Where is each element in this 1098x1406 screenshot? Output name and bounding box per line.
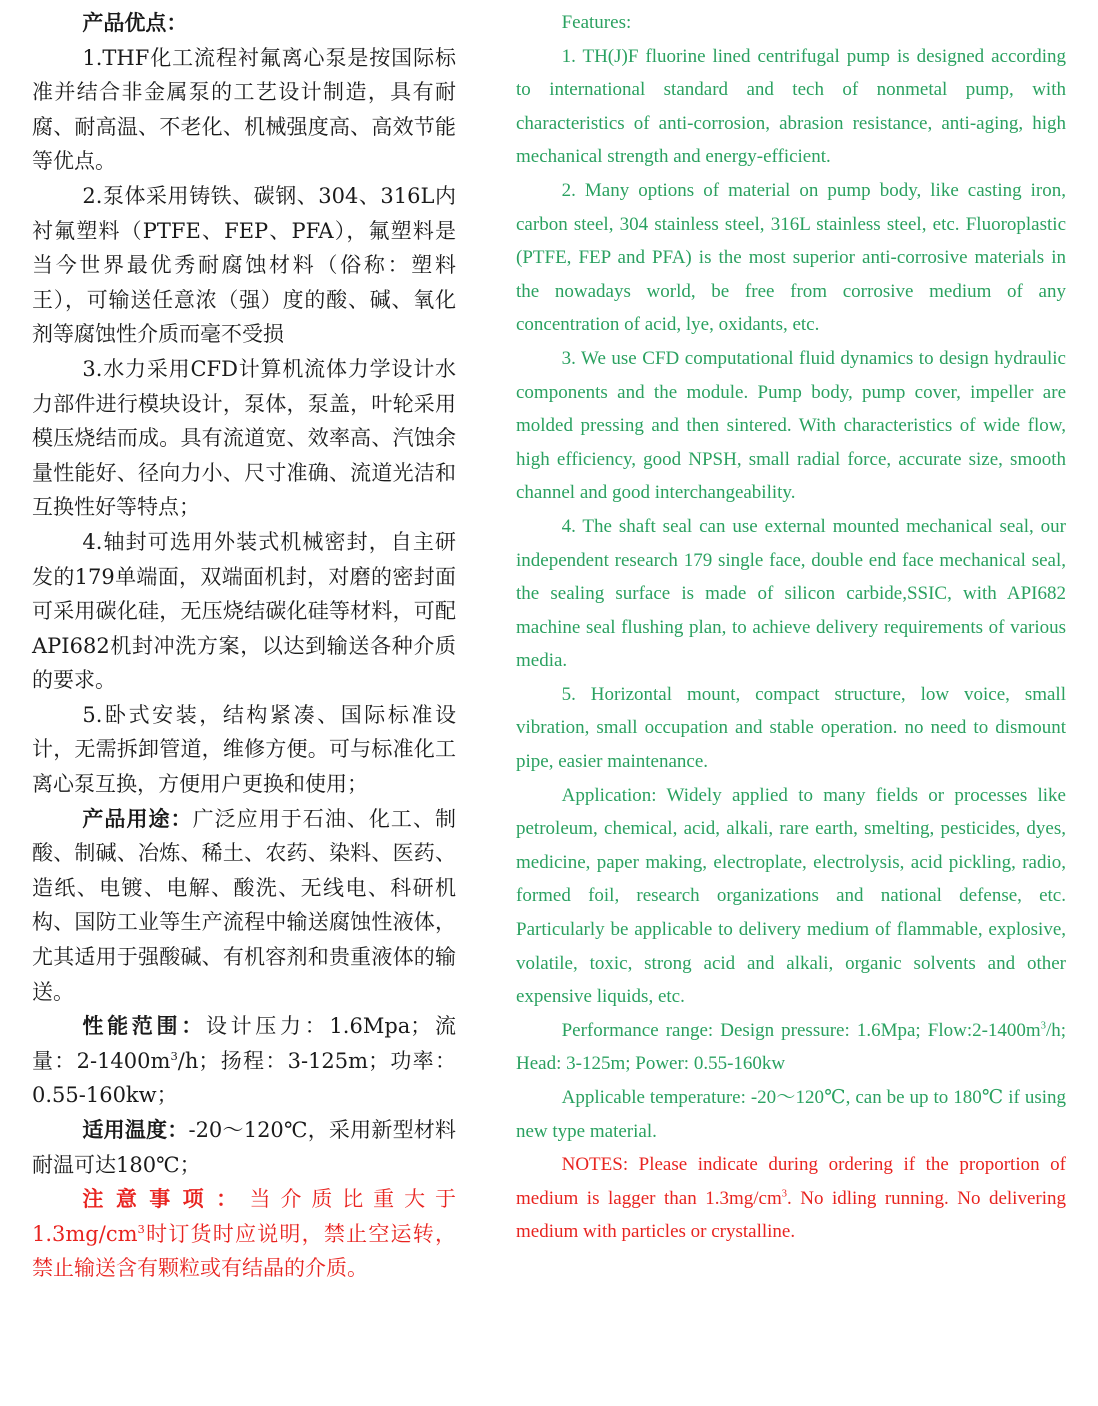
chinese-usage-label: 产品用途： — [82, 805, 193, 831]
chinese-paragraph-2: 2.泵体采用铸铁、碳钢、304、316L内衬氟塑料（PTFE、FEP、PFA），氟塑料是当今世界最优秀耐腐蚀材料（俗称：塑料王），可输送任意浓（强）度的酸、碱、氧化剂等腐蚀性介质而毫不受损 — [32, 183, 456, 347]
english-performance-text-1: Performance range: Design pressure: 1.6Mpa; Flow:2-1400m — [561, 1019, 1041, 1041]
english-notes-text-1: NOTES: Please indicate during ordering if the proportion of medium is lagger than 1.3mg/cm — [516, 1154, 1066, 1209]
english-paragraph-1: 1. TH(J)F fluorine lined centrifugal pump is designed according to international standard and tech of nonmetal pump, with characteristics of anti-corrosion, abrasion resistance, anti-aging, high mechanical strength and energy-efficient. — [516, 45, 1066, 168]
english-paragraph-2: 2. Many options of material on pump body, like casting iron, carbon steel, 304 stainless steel, 316L stainless steel, etc. Fluoroplastic (PTFE, FEP and PFA) is the most superior anti-corrosive materials in the nowadays world, be free from corrosive medium of any concentration of acid, lye, oxidants, etc. — [516, 179, 1066, 336]
chinese-paragraph-4: 4.轴封可选用外装式机械密封，自主研发的179单端面，双端面机封，对磨的密封面可采用碳化硅，无压烧结碳化硅等材料，可配API682机封冲洗方案，以达到输送各种介质的要求。 — [32, 529, 456, 693]
chinese-performance-text-1: 设计压力：1.6Mpa；流量：2-1400m — [32, 1014, 456, 1073]
chinese-performance-sup: 3 — [170, 1048, 178, 1063]
english-heading: Features: — [561, 12, 632, 33]
english-notes — [516, 1148, 1066, 1249]
english-performance — [516, 1014, 1066, 1081]
chinese-temperature-text: -20～120℃，采用新型材料耐温可达180℃； — [32, 1118, 456, 1177]
english-paragraph-4: 4. The shaft seal can use external mounted mechanical seal, our independent research 179 single face, double end face mechanical seal, the sealing surface is made of silicon carbide,SSIC, with API682 machine seal flushing plan, to achieve delivery requirements of various media. — [516, 515, 1066, 672]
chinese-performance-label: 性能范围： — [82, 1013, 206, 1039]
chinese-performance-text-2: /h；扬程：3-125m；功率：0.55-160kw； — [32, 1048, 456, 1108]
english-notes-sup: 3 — [781, 1188, 787, 1200]
english-column — [516, 6, 1066, 1249]
chinese-notes-text-1: 当介质比重大于1.3mg/cm — [32, 1187, 457, 1246]
english-notes-text-2: . No idling running. No delivering medium with particles or crystalline. — [516, 1187, 1066, 1243]
chinese-paragraph-3: 3.水力采用CFD计算机流体力学设计水力部件进行模块设计，泵体，泵盖，叶轮采用模压烧结而成。具有流道宽、效率高、汽蚀余量性能好、径向力小、尺寸准确、流道光洁和互换性好等特点； — [32, 356, 456, 520]
chinese-notes-label: 注意事项： — [82, 1186, 250, 1212]
chinese-usage-text: 广泛应用于石油、化工、制酸、制碱、冶炼、稀土、农药、染料、医药、造纸、电镀、电解、酸洗、无线电、科研机构、国防工业等生产流程中输送腐蚀性液体，尤其适用于强酸碱、有机容剂和贵重液体的输送。 — [32, 806, 457, 1004]
chinese-notes-text-2: 时订货时应说明，禁止空运转，禁止输送含有颗粒或有结晶的介质。 — [32, 1221, 456, 1281]
chinese-notes-sup: 3 — [137, 1221, 145, 1236]
chinese-temperature-label: 适用温度： — [82, 1117, 189, 1142]
english-paragraph-5: 5. Horizontal mount, compact structure, low voice, small vibration, small occupation and stable operation. no need to dismount pipe, easier maintenance. — [516, 683, 1066, 773]
chinese-notes — [32, 1182, 456, 1286]
chinese-paragraph-1: 1.THF化工流程衬氟离心泵是按国际标准并结合非金属泵的工艺设计制造，具有耐腐、耐高温、不老化、机械强度高、高效节能等优点。 — [32, 45, 456, 174]
english-performance-sup: 3 — [1040, 1020, 1046, 1032]
english-performance-text-2: /h; Head: 3-125m; Power: 0.55-160kw — [516, 1019, 1066, 1075]
chinese-usage — [32, 802, 456, 1010]
english-paragraph-3: 3. We use CFD computational fluid dynamics to design hydraulic components and the module. Pump body, pump cover, impeller are molded pressing and then sintered. With characteristics of wide flow, high efficiency, good NPSH, small radial force, accurate size, smooth channel and good interchangeability. — [516, 347, 1066, 504]
chinese-paragraph-5: 5.卧式安装，结构紧凑、国际标准设计，无需拆卸管道，维修方便。可与标准化工离心泵互换，方便用户更换和使用； — [32, 702, 456, 797]
chinese-column — [32, 6, 456, 1286]
chinese-heading: 产品优点： — [82, 10, 188, 35]
english-temperature: Applicable temperature: -20～120℃, can be up to 180℃ if using new type material. — [516, 1087, 1066, 1142]
chinese-performance — [32, 1009, 456, 1113]
english-application: Application: Widely applied to many fields or processes like petroleum, chemical, acid, alkali, rare earth, smelting, pesticides, dyes, medicine, paper making, electroplate, electrolysis, acid pickling, radio, formed foil, research organizations and national defense, etc. Particularly be applicable to delivery medium of flammable, explosive, volatile, toxic, strong acid and alkali, organic solvents and other expensive liquids, etc. — [516, 784, 1066, 1008]
chinese-temperature — [32, 1113, 456, 1182]
